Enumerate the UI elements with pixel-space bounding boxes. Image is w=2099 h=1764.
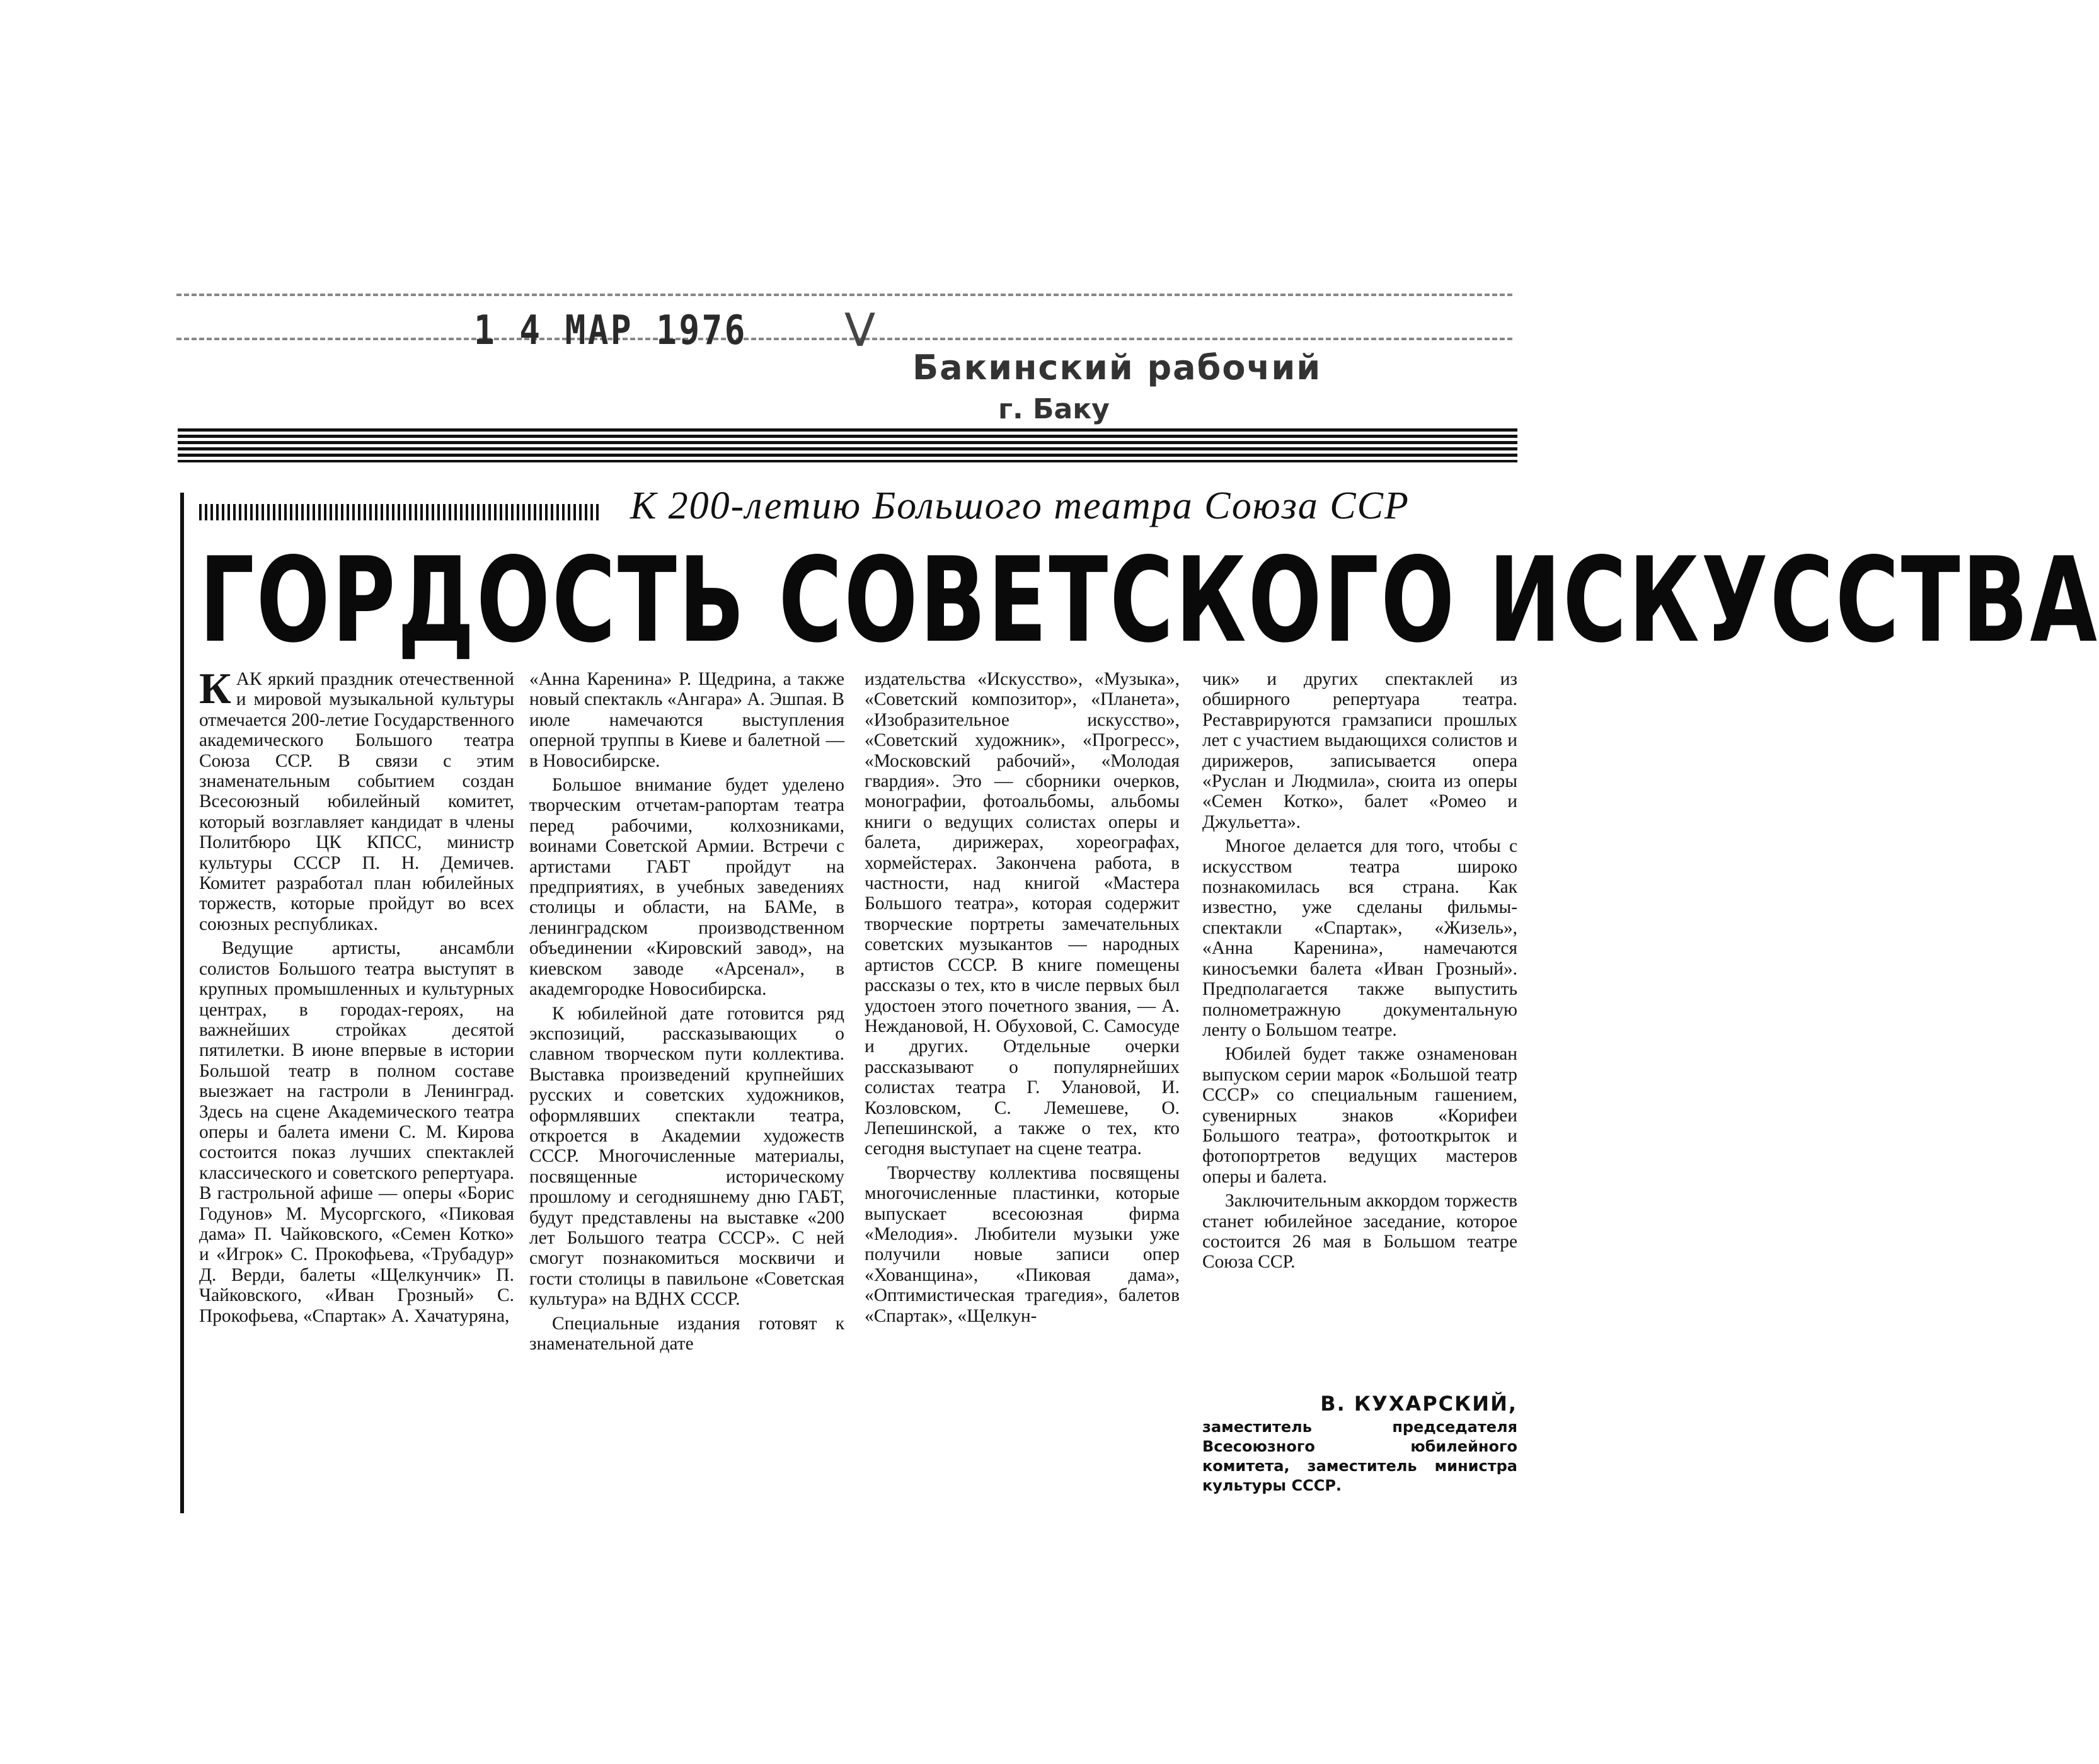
paragraph: Творчеству коллектива посвящены многочисленные пластинки, которые выпускает всесоюзная фирма «Мелодия». Любители музыки уже получили новые записи опер «Хованщина», «Пиковая дама», «Оптимистическая трагедия», балетов «Спартак», «Щелкун- bbox=[865, 1162, 1180, 1326]
clipping-date-stamp: 1 4 МАР 1976 bbox=[474, 307, 747, 354]
paragraph: Заключительным аккордом торжеств станет юбилейное заседание, которое состоится 26 мая в Большом театре Союза ССР. bbox=[1202, 1191, 1517, 1273]
left-border-rule bbox=[180, 493, 184, 1513]
article-column-1 bbox=[199, 665, 514, 1326]
paragraph: Юбилей будет также ознаменован выпуском серии марок «Большой театр СССР» со специальным гашением, сувенирных знаков «Корифеи Большого театра», фотооткрыток и фотопортретов ведущих мастеров оперы и балета. bbox=[1202, 1044, 1517, 1187]
paragraph: Большое внимание будет уделено творческим отчетам-рапортам театра перед рабочими, колхозниками, воинами Советской Армии. Встречи с артистами ГАБТ пройдут на предприятиях, в учебных заведениях столицы и области, на БАМе, в ленинградском производственном объединении «Кировский завод», на киевском заводе «Арсенал», в академгородке Новосибирска. bbox=[529, 775, 844, 1000]
article-column-3 bbox=[865, 669, 1180, 1326]
paragraph: «Анна Каренина» Р. Щедрина, а также новый спектакль «Ангара» А. Эшпая. В июле намечаются выступления оперной труппы в Киеве и балетной — в Новосибирске. bbox=[529, 669, 844, 771]
newspaper-city-stamp: г. Баку bbox=[998, 393, 1110, 425]
paragraph: чик» и других спектаклей из обширного репертуара театра. Реставрируются грамзаписи прошлых лет с участием выдающихся солистов и дирижеров, записывается опера «Руслан и Людмила», сюита из оперы «Семен Котко», балет «Ромео и Джульетта». bbox=[1202, 669, 1517, 832]
paragraph: К юбилейной дате готовится ряд экспозиций, рассказывающих о славном творческом пути коллектива. Выставка произведений крупнейших русских и советских художников, оформлявших спектакли театра, откроется в Академии художеств СССР. Многочисленные материалы, посвященные историческому прошлому и сегодняшнему дню ГАБТ, будут представлены на выставке «200 лет Большого театра СССР». С ней смогут познакомиться москвичи и гости столицы в павильоне «Советская культура» на ВДНХ СССР. bbox=[529, 1003, 844, 1310]
article-column-4 bbox=[1202, 669, 1517, 1273]
article-column-2 bbox=[529, 669, 844, 1354]
paragraph: Ведущие артисты, ансамбли солистов Большого театра выступят в крупных промышленных и культурных центрах, в городах-героях, на важнейших стройках десятой пятилетки. В июне впервые в истории Большой театр в полном составе выезжает на гастроли в Ленинград. Здесь на сцене Академического театра оперы и балета имени С. М. Кирова состоится показ лучших спектаклей классического и советского репертуара. В гастрольной афише — оперы «Борис Годунов» М. Мусоргского, «Пиковая дама» П. Чайковского, «Семен Котко» и «Игрок» С. Прокофьева, «Трубадур» Д. Верди, балеты «Щелкунчик» П. Чайковского, «Иван Грозный» С. Прокофьева, «Спартак» А. Хачатуряна, bbox=[199, 938, 514, 1326]
header-hatch-bar bbox=[178, 428, 1517, 462]
paragraph: издательства «Искусство», «Музыка», «Советский композитор», «Планета», «Изобразительное искусство», «Советский художник», «Прогресс», «Московский рабочий», «Молодая гвардия». Это — сборники очерков, монографии, фотоальбомы, альбомы книги о ведущих солистах оперы и балета, дирижерах, хореографах, хормейстерах. Закончена работа, в частности, над книгой «Мастера Большого театра», которая содержит творческие портреты замечательных советских музыкантов — народных артистов СССР. В книге помещены рассказы о тех, кто в числе первых был удостоен этого почетного звания, — А. Неждановой, Н. Обуховой, С. Самосуде и других. Отдельные очерки рассказывают о популярнейших солистах театра Г. Улановой, И. Козловском, С. Лемешеве, О. Лепешинской, а также о тех, кто сегодня выступает на сцене театра. bbox=[865, 669, 1180, 1159]
author-name: В. КУХАРСКИЙ, bbox=[1320, 1392, 1517, 1416]
author-signature bbox=[1202, 1392, 1517, 1496]
rubric-hatch-ornament bbox=[199, 504, 600, 520]
newspaper-name-stamp: Бакинский рабочий bbox=[912, 348, 1322, 387]
article-headline: ГОРДОСТЬ СОВЕТСКОГО ИСКУССТВА bbox=[199, 532, 2099, 668]
paragraph: Многое делается для того, чтобы с искусством театра широко познакомилась вся страна. Как известно, уже сделаны фильмы-спектакли «Спартак», «Жизель», «Анна Каренина», намечаются киносъемки балета «Иван Грозный». Предполагается также выпустить полнометражную документальную ленту о Большом театре. bbox=[1202, 836, 1517, 1040]
drop-cap: К bbox=[199, 665, 231, 713]
check-mark-icon: ᐯ bbox=[844, 304, 876, 357]
paragraph: Специальные издания готовят к знаменательной дате bbox=[529, 1313, 844, 1354]
scan-dash-line-top bbox=[176, 294, 1512, 296]
rubric-title: К 200-летию Большого театра Союза ССР bbox=[630, 484, 1410, 527]
author-title: заместитель председателя Всесоюзного юбилейного комитета, заместитель министра культуры СССР. bbox=[1202, 1418, 1517, 1494]
paragraph: АК яркий праздник отечественной и мировой музыкальной культуры отмечается 200-летие Государственного академического Большого театра Союза ССР. В связи с этим знаменательным событием создан Всесоюзный юбилейный комитет, который возглавляет кандидат в члены Политбюро ЦК КПСС, министр культуры СССР П. Н. Демичев. Комитет разработал план юбилейных торжеств, которые пройдут во всех союзных республиках. bbox=[199, 669, 514, 934]
